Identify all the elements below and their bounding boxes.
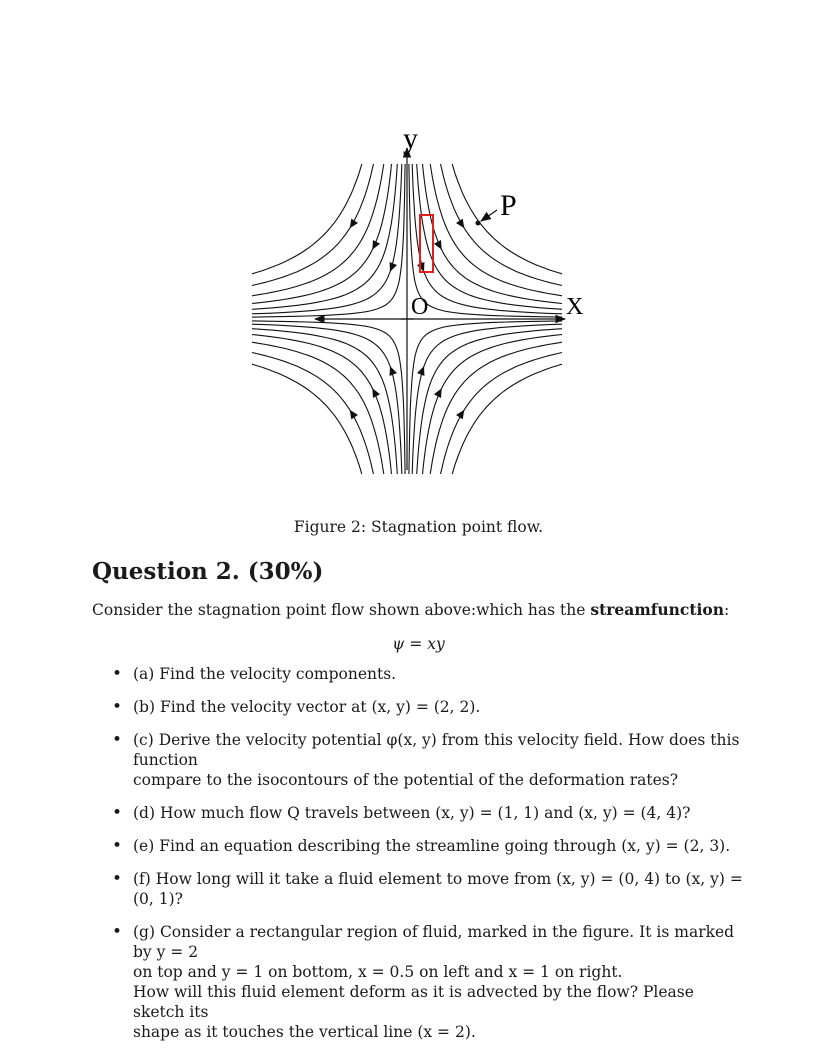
list-item-e: • (e) Find an equation describing the streamline going through (x, y) = (2, 3). bbox=[108, 836, 748, 856]
list-item-d: • (d) How much flow Q travels between (x, y) = (1, 1) and (x, y) = (4, 4)? bbox=[108, 803, 748, 823]
list-item-g-line1: • (g) Consider a rectangular region of fluid, marked in the figure. It is marked by y = 2 bbox=[133, 923, 735, 961]
flow-arrow bbox=[456, 219, 468, 231]
streamline bbox=[417, 329, 562, 474]
list-item-f: • (f) How long will it take a fluid element to move from (x, y) = (0, 4) to (x, y) = (0, 1)? bbox=[108, 869, 748, 909]
streamline bbox=[430, 164, 562, 296]
flow-arrow bbox=[346, 219, 358, 231]
streamline bbox=[252, 364, 362, 474]
y-axis-label: y bbox=[403, 122, 418, 155]
stagnation-flow-figure bbox=[235, 120, 595, 485]
list-item-c-line1: • (c) Derive the velocity potential φ(x, y) from this velocity field. How does this function bbox=[133, 731, 740, 769]
flow-arrow bbox=[456, 408, 468, 420]
list-item-c bbox=[108, 730, 748, 790]
x-axis-label: X bbox=[566, 294, 584, 320]
list-item-a: • (a) Find the velocity components. bbox=[108, 664, 748, 684]
streamline bbox=[252, 164, 397, 309]
intro-bold-term: streamfunction bbox=[590, 600, 725, 619]
flow-arrow bbox=[417, 365, 428, 376]
figure-caption: Figure 2: Stagnation point flow. bbox=[293, 518, 544, 536]
streamline bbox=[409, 164, 562, 317]
streamline bbox=[452, 364, 562, 474]
streamline bbox=[423, 164, 563, 304]
streamline bbox=[252, 164, 362, 274]
streamline bbox=[423, 335, 563, 475]
flow-arrow bbox=[386, 262, 397, 273]
question-intro bbox=[92, 600, 729, 619]
streamline bbox=[409, 321, 562, 474]
streamfunction-formula: ψ = xy bbox=[392, 635, 445, 653]
intro-suffix: : bbox=[724, 601, 730, 619]
list-item-g-line4: shape as it touches the vertical line (x = 2). bbox=[133, 1023, 476, 1041]
streamline bbox=[252, 329, 397, 474]
streamline bbox=[252, 164, 405, 317]
streamline bbox=[252, 321, 405, 474]
list-item-g bbox=[108, 922, 748, 1042]
streamline bbox=[252, 335, 392, 475]
list-item-g-line2: on top and y = 1 on bottom, x = 0.5 on left and x = 1 on right. bbox=[133, 963, 623, 981]
question-title: Question 2. (30%) bbox=[92, 558, 324, 585]
streamline bbox=[417, 164, 562, 309]
point-p-pointer bbox=[481, 210, 497, 221]
streamline bbox=[252, 342, 384, 474]
flow-arrow bbox=[369, 240, 380, 252]
flow-arrow bbox=[346, 408, 358, 420]
point-p-label: P bbox=[500, 189, 517, 222]
flow-arrow bbox=[434, 240, 445, 252]
list-item-b: • (b) Find the velocity vector at (x, y) = (2, 2). bbox=[108, 697, 748, 717]
list-item-g-line3: How will this fluid element deform as it is advected by the flow? Please sketch its bbox=[133, 983, 694, 1021]
flow-arrow bbox=[386, 365, 397, 376]
intro-prefix: Consider the stagnation point flow shown above:which has the bbox=[92, 601, 591, 619]
flow-arrow bbox=[369, 386, 380, 398]
streamline bbox=[430, 342, 562, 474]
question-items bbox=[108, 664, 748, 1055]
streamline bbox=[252, 164, 392, 304]
origin-label: O bbox=[411, 294, 429, 320]
point-p-marker bbox=[476, 221, 481, 226]
streamline bbox=[252, 164, 384, 296]
list-item-c-line2: compare to the isocontours of the potential of the deformation rates? bbox=[133, 771, 679, 789]
flow-arrow bbox=[434, 386, 445, 398]
